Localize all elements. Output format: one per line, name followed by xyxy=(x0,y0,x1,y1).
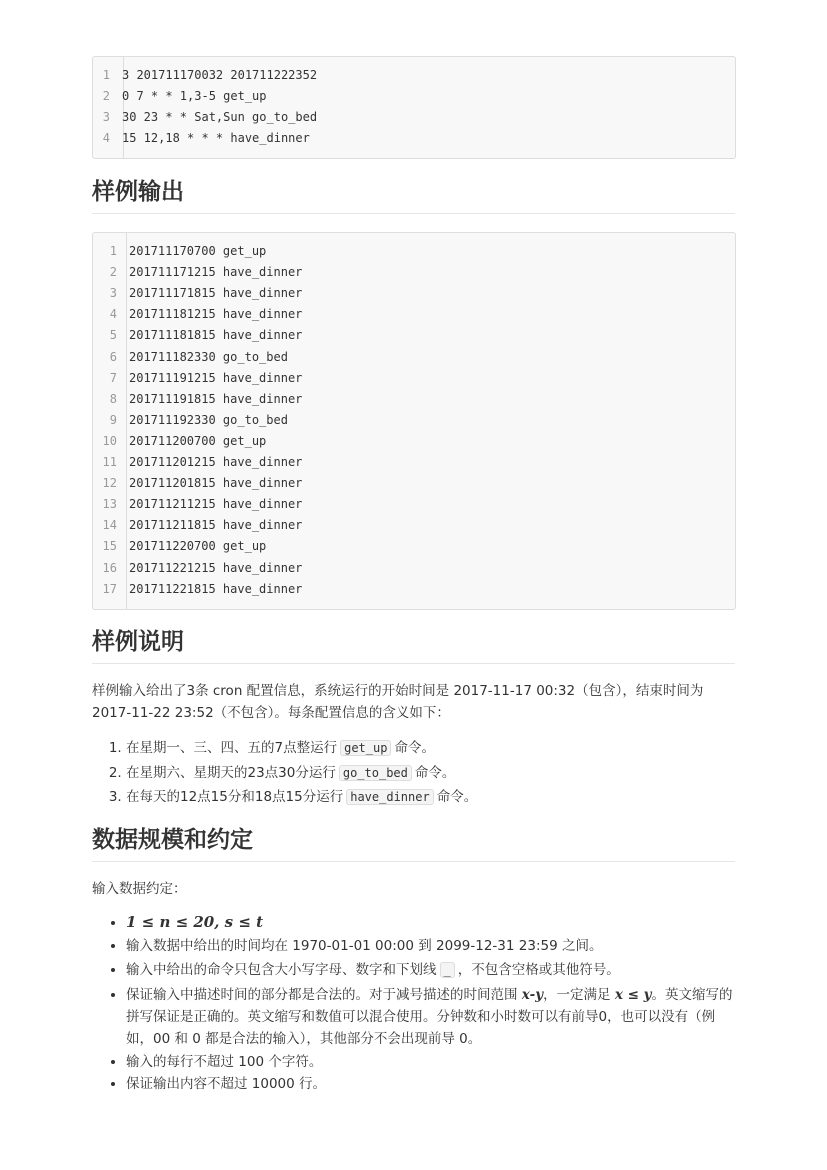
code-line xyxy=(93,494,302,515)
item-text: 在每天的12点15分和18点15分运行 xyxy=(126,789,344,805)
item-text: 命令。 xyxy=(414,764,456,781)
line-number: 11 xyxy=(102,455,117,469)
list-item xyxy=(126,762,736,784)
sample-input-code-block xyxy=(92,56,736,159)
code-text: 201711220700 get_up xyxy=(129,539,267,554)
code-line xyxy=(93,65,317,86)
item-text: 在星期六、星期天的23点30分运行 xyxy=(126,764,336,781)
code-line xyxy=(93,410,288,431)
line-number: 14 xyxy=(102,518,117,533)
line-number: 12 xyxy=(102,476,117,491)
list-item xyxy=(126,1073,736,1095)
code-line xyxy=(93,431,266,452)
list-item xyxy=(126,1051,736,1073)
item-text: 命令。 xyxy=(394,740,435,756)
code-line xyxy=(93,473,302,494)
item-text: 保证输出内容不超过 10000 行。 xyxy=(126,1076,327,1092)
item-text: 输入中给出的命令只包含大小写字母、数字和下划线 xyxy=(126,962,437,978)
code-text: 201711171215 have_dinner xyxy=(129,265,303,280)
code-line xyxy=(93,283,302,304)
scale-intro: 输入数据约定： xyxy=(92,881,187,897)
item-text: ，不包含空格或其他符号。 xyxy=(457,962,620,978)
math-constraint: 1 ≤ n ≤ 20, s ≤ t xyxy=(126,913,264,931)
code-line xyxy=(93,262,302,283)
line-number: 15 xyxy=(102,539,117,554)
list-item xyxy=(126,786,736,808)
code-text: 201711181815 have_dinner xyxy=(129,328,303,343)
code-line xyxy=(93,304,302,325)
sample-output-code-block xyxy=(92,232,736,610)
inline-code: get_up xyxy=(340,740,391,756)
line-number: 3 xyxy=(102,110,110,125)
line-number: 9 xyxy=(109,412,117,427)
item-text: ，一定满足 xyxy=(543,987,611,1003)
line-number: 2 xyxy=(102,89,110,104)
line-number: 4 xyxy=(109,307,117,322)
math-range: x-y xyxy=(521,987,544,1003)
code-line xyxy=(93,579,302,600)
list-item xyxy=(126,984,736,1050)
line-number: 13 xyxy=(102,497,117,512)
code-line xyxy=(93,558,302,579)
item-text: 。英文缩写的拼写保证是正确的。英文缩写和数值可以混合使用。分钟数和小时数可以有前导0，也可以没有（例如，00 和 0 都是合法的输入），其他部分不会出现前导 0。 xyxy=(126,987,733,1047)
line-number: 10 xyxy=(102,433,117,448)
code-line xyxy=(93,128,310,149)
list-item xyxy=(126,737,736,759)
code-text: 201711211215 have_dinner xyxy=(129,497,303,512)
code-text: 0 7 * * 1,3-5 get_up xyxy=(122,89,267,104)
code-text: 201711221215 have_dinner xyxy=(129,560,303,575)
code-text: 201711191215 have_dinner xyxy=(129,370,303,385)
line-number: 2 xyxy=(109,265,117,280)
item-text: 保证输入中描述时间的部分都是合法的。对于减号描述的时间范围 xyxy=(126,987,518,1003)
code-text: 201711201215 have_dinner xyxy=(129,455,303,469)
inline-code: have_dinner xyxy=(346,789,433,805)
item-text: 输入的每行不超过 100 个字符。 xyxy=(126,1054,323,1070)
code-line xyxy=(93,389,302,410)
heading-data-scale: 数据规模和约定 xyxy=(92,825,735,862)
code-text: 201711171815 have_dinner xyxy=(129,286,303,301)
inline-code: go_to_bed xyxy=(339,765,412,781)
line-number: 3 xyxy=(109,286,117,301)
list-item xyxy=(126,935,736,957)
code-text: 201711192330 go_to_bed xyxy=(129,412,288,427)
math-inequality: x ≤ y xyxy=(614,987,652,1003)
code-text: 201711182330 go_to_bed xyxy=(129,349,288,364)
code-text: 201711200700 get_up xyxy=(129,433,267,448)
code-text: 201711201815 have_dinner xyxy=(129,476,303,491)
item-text: 在星期一、三、四、五的7点整运行 xyxy=(126,740,338,756)
line-number: 7 xyxy=(109,370,117,385)
code-line xyxy=(93,325,302,346)
code-line xyxy=(93,86,267,107)
line-number: 5 xyxy=(109,328,117,343)
code-line xyxy=(93,368,302,389)
code-line xyxy=(93,452,302,473)
code-text: 201711170700 get_up xyxy=(129,244,267,258)
code-text: 201711221815 have_dinner xyxy=(129,581,303,596)
code-line xyxy=(93,536,266,557)
inline-code: _ xyxy=(440,962,455,978)
code-line xyxy=(93,515,302,536)
scale-list xyxy=(92,911,736,1095)
list-item xyxy=(126,911,736,934)
code-text: 201711211815 have_dinner xyxy=(129,518,303,533)
line-number: 1 xyxy=(109,244,117,258)
explanation-paragraph: 样例输入给出了3条 cron 配置信息，系统运行的开始时间是 2017-11-17 00:32（包含），结束时间为 2017-11-22 23:52（不包含）。每条配置信息的含义如下： xyxy=(92,683,704,721)
explanation-list xyxy=(92,737,736,808)
line-number: 16 xyxy=(102,560,117,575)
code-text: 201711181215 have_dinner xyxy=(129,307,303,322)
code-text: 3 201711170032 201711222352 xyxy=(122,68,318,82)
line-number: 17 xyxy=(102,581,117,596)
line-number: 8 xyxy=(109,391,117,406)
item-text: 命令。 xyxy=(436,789,478,805)
line-number: 4 xyxy=(102,131,110,146)
code-line xyxy=(93,347,288,368)
list-item xyxy=(126,959,736,981)
heading-sample-explanation: 样例说明 xyxy=(92,627,735,664)
code-line xyxy=(93,107,317,128)
code-text: 201711191815 have_dinner xyxy=(129,391,303,406)
code-text: 15 12,18 * * * have_dinner xyxy=(122,131,310,146)
line-number: 6 xyxy=(109,349,117,364)
heading-sample-output: 样例输出 xyxy=(92,177,735,214)
code-text: 30 23 * * Sat,Sun go_to_bed xyxy=(122,110,318,125)
line-number: 1 xyxy=(102,68,110,82)
code-line xyxy=(93,241,266,262)
item-text: 输入数据中给出的时间均在 1970-01-01 00:00 到 2099-12-31 23:59 之间。 xyxy=(126,938,603,954)
